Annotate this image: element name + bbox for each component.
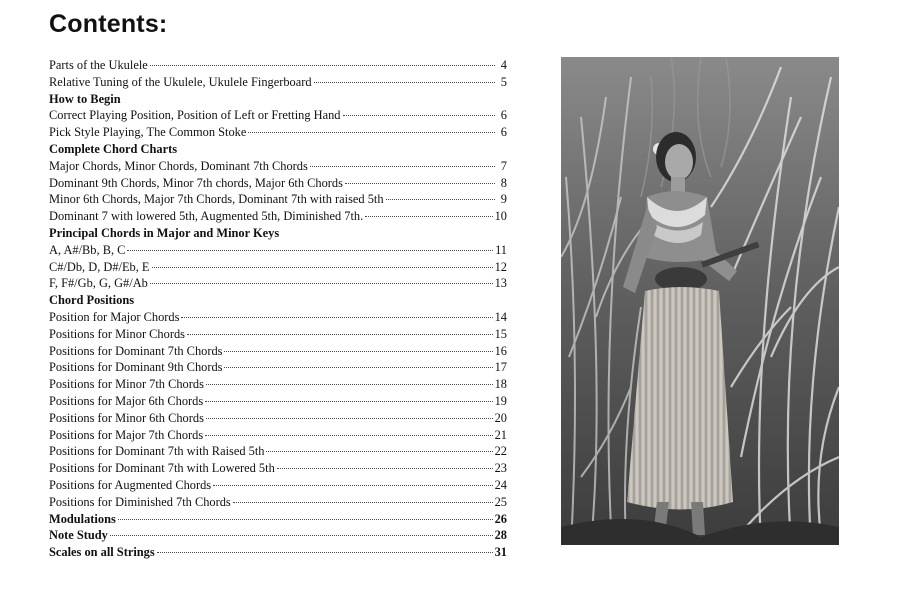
toc-entry-label: Scales on all Strings xyxy=(49,545,155,560)
dot-leader xyxy=(205,435,492,436)
toc-entry-label: Relative Tuning of the Ukulele, Ukulele Fingerboard xyxy=(49,74,312,89)
dot-leader xyxy=(277,468,493,469)
dot-leader xyxy=(152,267,493,268)
toc-entry-page: 16 xyxy=(494,343,507,358)
dot-leader xyxy=(205,401,492,402)
dot-leader xyxy=(224,367,492,368)
toc-entry xyxy=(49,124,507,141)
toc-entry-bold xyxy=(49,527,507,544)
toc-entry xyxy=(49,359,507,376)
photo-illustration xyxy=(561,57,839,545)
toc-entry xyxy=(49,242,507,259)
photo-woman-with-ukulele-icon xyxy=(561,57,839,545)
dot-leader xyxy=(224,351,492,352)
toc-entry-page: 4 xyxy=(500,58,507,72)
toc-section-heading xyxy=(49,292,507,309)
toc-entry xyxy=(49,309,507,326)
toc-entry-label: F, F#/Gb, G, G#/Ab xyxy=(49,276,148,291)
toc-section-heading xyxy=(49,141,507,158)
toc-entry-page: 5 xyxy=(500,74,507,89)
toc-entry xyxy=(49,175,507,192)
toc-entry-label: Dominant 7 with lowered 5th, Augmented 5th, Diminished 7th. xyxy=(49,209,364,224)
toc-heading-label: How to Begin xyxy=(49,91,121,106)
toc-entry-label: Modulations xyxy=(49,511,116,526)
toc-entry-label: C#/Db, D, D#/Eb, E xyxy=(49,259,150,274)
toc-entry-page: 17 xyxy=(494,360,507,375)
toc-entry-page: 6 xyxy=(500,125,507,140)
toc-entry-label: Positions for Dominant 7th with Raised 5th xyxy=(49,444,265,459)
toc-entry-bold xyxy=(49,511,507,528)
toc-entry-label: Positions for Minor 6th Chords xyxy=(49,410,204,425)
page-title: Contents: xyxy=(49,10,168,38)
toc-entry xyxy=(49,57,507,74)
dot-leader xyxy=(365,216,492,217)
dot-leader xyxy=(127,250,493,251)
toc-entry xyxy=(49,477,507,494)
toc-entry-label: Positions for Major 7th Chords xyxy=(49,427,204,442)
toc-entry-label: Positions for Diminished 7th Chords xyxy=(49,494,231,509)
dot-leader xyxy=(310,166,495,167)
dot-leader xyxy=(386,199,495,200)
dot-leader xyxy=(248,132,495,133)
toc-section-heading xyxy=(49,91,507,108)
toc-entry-label: Dominant 9th Chords, Minor 7th chords, Major 6th Chords xyxy=(49,175,343,190)
toc-entry-label: Position for Major Chords xyxy=(49,309,180,324)
dot-leader xyxy=(150,283,493,284)
toc-entry-page: 14 xyxy=(494,309,507,324)
toc-entry xyxy=(49,494,507,511)
toc-entry-label: Positions for Minor 7th Chords xyxy=(49,377,204,392)
dot-leader xyxy=(314,82,495,83)
toc-entry-page: 31 xyxy=(494,545,507,560)
toc-entry-page: 15 xyxy=(494,326,507,341)
toc-entry xyxy=(49,74,507,91)
toc-entry-page: 26 xyxy=(494,511,507,526)
toc-entry-page: 28 xyxy=(494,528,507,543)
toc-entry xyxy=(49,107,507,124)
toc-entry-page: 12 xyxy=(494,259,507,274)
toc-entry-page: 13 xyxy=(494,276,507,291)
toc-entry xyxy=(49,259,507,276)
toc-entry xyxy=(49,376,507,393)
toc-entry xyxy=(49,343,507,360)
toc-entry-page: 22 xyxy=(494,444,507,459)
dot-leader xyxy=(233,502,493,503)
toc-entry-label: Minor 6th Chords, Major 7th Chords, Dominant 7th with raised 5th xyxy=(49,192,384,207)
toc-entry-page: 8 xyxy=(500,175,507,190)
toc-entry-label: Parts of the Ukulele xyxy=(49,58,148,72)
toc-entry xyxy=(49,208,507,225)
toc-entry xyxy=(49,427,507,444)
dot-leader xyxy=(206,418,493,419)
toc-entry xyxy=(49,158,507,175)
toc-entry xyxy=(49,443,507,460)
toc-entry-label: Major Chords, Minor Chords, Dominant 7th Chords xyxy=(49,158,308,173)
toc-entry-label: Positions for Minor Chords xyxy=(49,326,185,341)
dot-leader xyxy=(118,519,493,520)
toc-entry-label: Positions for Major 6th Chords xyxy=(49,393,204,408)
toc-heading-label: Principal Chords in Major and Minor Keys xyxy=(49,225,280,240)
toc-entry-page: 20 xyxy=(494,410,507,425)
toc-entry xyxy=(49,393,507,410)
dot-leader xyxy=(157,552,493,553)
toc-entry-label: A, A#/Bb, B, C xyxy=(49,242,126,257)
toc-entry-page: 9 xyxy=(500,192,507,207)
dot-leader xyxy=(345,183,495,184)
toc-entry-label: Note Study xyxy=(49,528,108,543)
toc-entry-page: 7 xyxy=(500,158,507,173)
toc-heading-label: Chord Positions xyxy=(49,293,135,308)
toc-entry-label: Positions for Dominant 7th with Lowered 5th xyxy=(49,461,275,476)
toc-entry-label: Positions for Dominant 9th Chords xyxy=(49,360,223,375)
toc-entry-label: Positions for Augmented Chords xyxy=(49,477,212,492)
toc-entry-label: Correct Playing Position, Position of Left or Fretting Hand xyxy=(49,108,341,123)
table-of-contents xyxy=(49,57,507,561)
dot-leader xyxy=(150,65,495,66)
toc-entry-label: Pick Style Playing, The Common Stoke xyxy=(49,125,247,140)
toc-entry-page: 10 xyxy=(494,209,507,224)
toc-entry-page: 18 xyxy=(494,377,507,392)
toc-entry xyxy=(49,326,507,343)
dot-leader xyxy=(213,485,492,486)
toc-entry-page: 6 xyxy=(500,108,507,123)
toc-entry xyxy=(49,191,507,208)
toc-entry xyxy=(49,275,507,292)
toc-entry-page: 23 xyxy=(494,461,507,476)
dot-leader xyxy=(343,115,495,116)
dot-leader xyxy=(206,384,493,385)
toc-heading-label: Complete Chord Charts xyxy=(49,141,178,156)
toc-entry-label: Positions for Dominant 7th Chords xyxy=(49,343,223,358)
toc-entry xyxy=(49,460,507,477)
dot-leader xyxy=(110,535,493,536)
toc-entry-page: 19 xyxy=(494,393,507,408)
toc-entry-page: 11 xyxy=(495,242,507,257)
dot-leader xyxy=(266,451,492,452)
toc-entry-page: 21 xyxy=(494,427,507,442)
toc-entry-page: 24 xyxy=(494,477,507,492)
dot-leader xyxy=(181,317,492,318)
toc-section-heading xyxy=(49,225,507,242)
toc-entry-page: 25 xyxy=(494,494,507,509)
toc-entry-bold xyxy=(49,544,507,561)
toc-entry xyxy=(49,410,507,427)
dot-leader xyxy=(187,334,493,335)
